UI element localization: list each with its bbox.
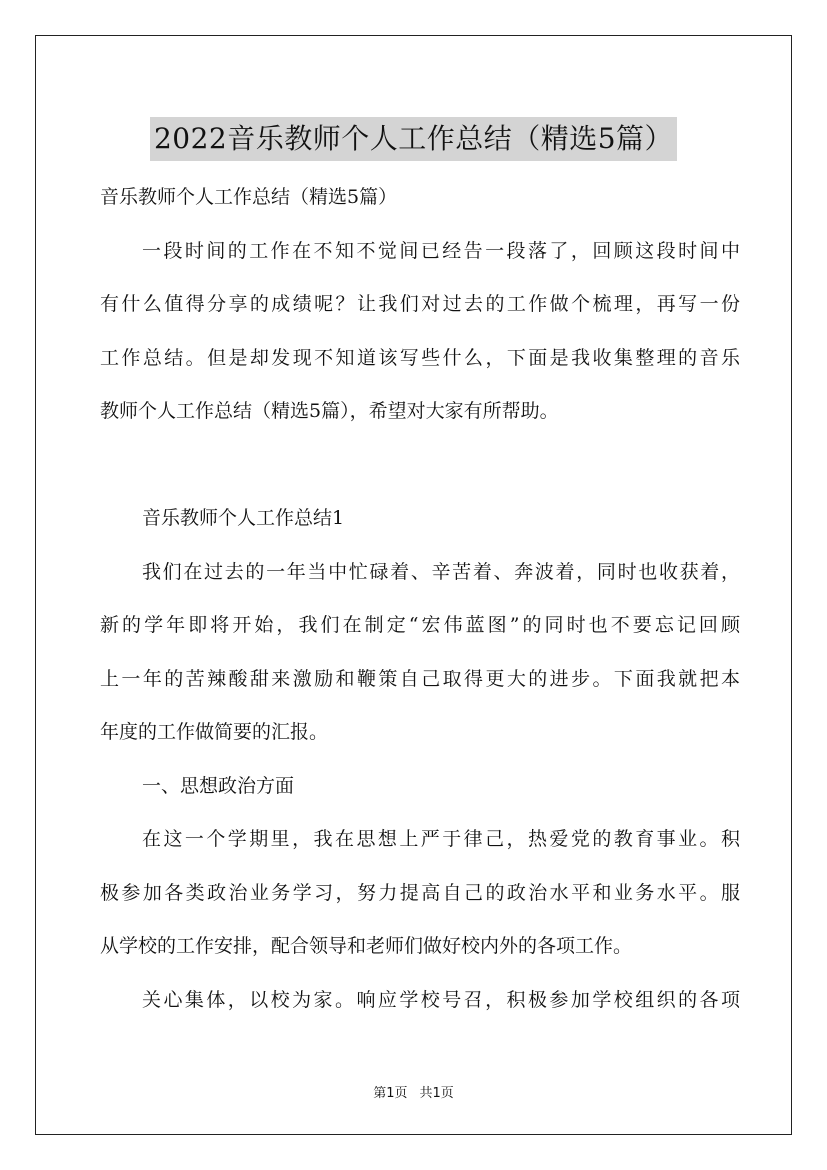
document-subtitle: 音乐教师个人工作总结（精选5篇） xyxy=(100,186,398,208)
page-number: 第1页 xyxy=(373,1086,408,1101)
subheading: 一、思想政治方面 xyxy=(142,774,295,797)
paragraph-line: 极参加各类政治业务学习，努力提高自己的政治水平和业务水平。服 xyxy=(100,881,740,904)
paragraph-line: 工作总结。但是却发现不知道该写些什么，下面是我收集整理的音乐 xyxy=(100,346,740,369)
page-total: 共1页 xyxy=(419,1086,454,1101)
paragraph-line: 教师个人工作总结（精选5篇），希望对大家有所帮助。 xyxy=(100,400,559,422)
document-body xyxy=(100,171,740,1027)
blank-line xyxy=(100,439,740,493)
paragraph-line: 年度的工作做简要的汇报。 xyxy=(100,721,329,743)
title-container xyxy=(0,98,827,180)
paragraph-line: 新的学年即将开始，我们在制定“宏伟蓝图”的同时也不要忘记回顾 xyxy=(100,614,740,636)
paragraph-line: 上一年的苦辣酸甜来激励和鞭策自己取得更大的进步。下面我就把本 xyxy=(100,667,740,690)
paragraph-line: 关心集体，以校为家。响应学校号召，积极参加学校组织的各项 xyxy=(142,988,740,1011)
paragraph-line: 我们在过去的一年当中忙碌着、辛苦着、奔波着，同时也收获着， xyxy=(142,560,740,583)
paragraph-line: 有什么值得分享的成绩呢？让我们对过去的工作做个梳理，再写一份 xyxy=(100,293,740,315)
paragraph-line: 一段时间的工作在不知不觉间已经告一段落了，回顾这段时间中 xyxy=(142,239,740,262)
section-heading: 音乐教师个人工作总结1 xyxy=(142,507,345,529)
page-footer xyxy=(0,1082,827,1101)
paragraph-line: 从学校的工作安排，配合领导和老师们做好校内外的各项工作。 xyxy=(100,935,633,957)
paragraph-line: 在这一个学期里，我在思想上严于律己，热爱党的教育事业。积 xyxy=(142,828,740,850)
document-title: 2022音乐教师个人工作总结（精选5篇） xyxy=(150,117,677,161)
